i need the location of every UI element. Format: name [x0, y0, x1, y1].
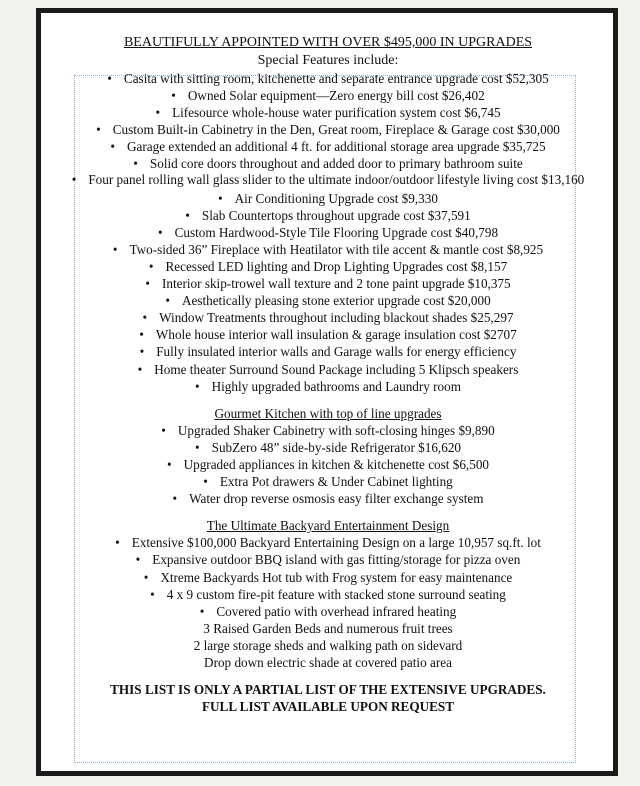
- document-subtitle: Special Features include:: [257, 53, 399, 68]
- list-item: • Fully insulated interior walls and Garage walls for energy efficiency: [40, 343, 616, 360]
- backyard-list: [40, 534, 616, 671]
- kitchen-section-title: Gourmet Kitchen with top of line upgrades: [214, 405, 442, 421]
- list-item: • Whole house interior wall insulation & garage insulation cost $2707: [40, 326, 616, 343]
- list-item: • Home theater Surround Sound Package including 5 Klipsch speakers: [40, 361, 616, 378]
- list-item: • Upgraded appliances in kitchen & kitchenette cost $6,500: [40, 456, 616, 473]
- list-item: Drop down electric shade at covered patio area: [204, 655, 452, 670]
- footer-note: [40, 681, 616, 715]
- list-item: • Covered patio with overhead infrared heating: [40, 603, 616, 620]
- list-item: 3 Raised Garden Beds and numerous fruit trees: [203, 620, 453, 636]
- footer-line-2: FULL LIST AVAILABLE UPON REQUEST: [201, 699, 455, 715]
- list-item: • Custom Hardwood-Style Tile Flooring Upgrade cost $40,798: [40, 224, 616, 241]
- list-item: • Casita with sitting room, kitchenette and separate entrance upgrade cost $52,305: [40, 70, 616, 87]
- list-item: • Expansive outdoor BBQ island with gas fitting/storage for pizza oven: [40, 551, 616, 568]
- list-item: • Highly upgraded bathrooms and Laundry room: [40, 378, 616, 395]
- list-item: • Solid core doors throughout and added door to primary bathroom suite: [40, 155, 616, 172]
- document-title: BEAUTIFULLY APPOINTED WITH OVER $495,000 IN UPGRADES: [123, 35, 533, 50]
- list-item: • Lifesource whole-house water purification system cost $6,745: [40, 104, 616, 121]
- list-item: • Two-sided 36” Fireplace with Heatilator with tile accent & mantle cost $8,925: [40, 241, 616, 258]
- kitchen-list: [40, 422, 616, 507]
- backyard-section-title: The Ultimate Backyard Entertainment Design: [206, 518, 450, 534]
- list-item: • Extra Pot drawers & Under Cabinet lighting: [40, 473, 616, 490]
- list-item: • Owned Solar equipment—Zero energy bill cost $26,402: [40, 87, 616, 104]
- list-item: • Four panel rolling wall glass slider to the ultimate indoor/outdoor lifestyle living cost $13,160: [40, 173, 616, 190]
- list-item: • Custom Built-in Cabinetry in the Den, Great room, Fireplace & Garage cost $30,000: [40, 121, 616, 138]
- list-item: • SubZero 48” side-by-side Refrigerator $16,620: [40, 439, 616, 456]
- list-item: • Xtreme Backyards Hot tub with Frog system for easy maintenance: [40, 569, 616, 586]
- list-item: • Upgraded Shaker Cabinetry with soft-closing hinges $9,890: [40, 422, 616, 439]
- list-item: • Interior skip-trowel wall texture and 2 tone paint upgrade $10,375: [40, 275, 616, 292]
- list-item: • Water drop reverse osmosis easy filter exchange system: [40, 490, 616, 507]
- list-item: • Extensive $100,000 Backyard Entertaining Design on a large 10,957 sq.ft. lot: [40, 534, 616, 551]
- features-list: [40, 70, 616, 395]
- list-item: • Garage extended an additional 4 ft. for additional storage area upgrade $35,725: [40, 138, 616, 155]
- upgrades-document: [40, 34, 616, 715]
- list-item: • Aesthetically pleasing stone exterior upgrade cost $20,000: [40, 292, 616, 309]
- list-item: 2 large storage sheds and walking path on sidevard: [193, 637, 463, 653]
- list-item: • Air Conditioning Upgrade cost $9,330: [40, 190, 616, 207]
- list-item: • Window Treatments throughout including blackout shades $25,297: [40, 309, 616, 326]
- footer-line-1: THIS LIST IS ONLY A PARTIAL LIST OF THE EXTENSIVE UPGRADES.: [110, 682, 546, 698]
- list-item: • 4 x 9 custom fire-pit feature with stacked stone surround seating: [40, 586, 616, 603]
- list-item: • Slab Countertops throughout upgrade cost $37,591: [40, 207, 616, 224]
- list-item: • Recessed LED lighting and Drop Lighting Upgrades cost $8,157: [40, 258, 616, 275]
